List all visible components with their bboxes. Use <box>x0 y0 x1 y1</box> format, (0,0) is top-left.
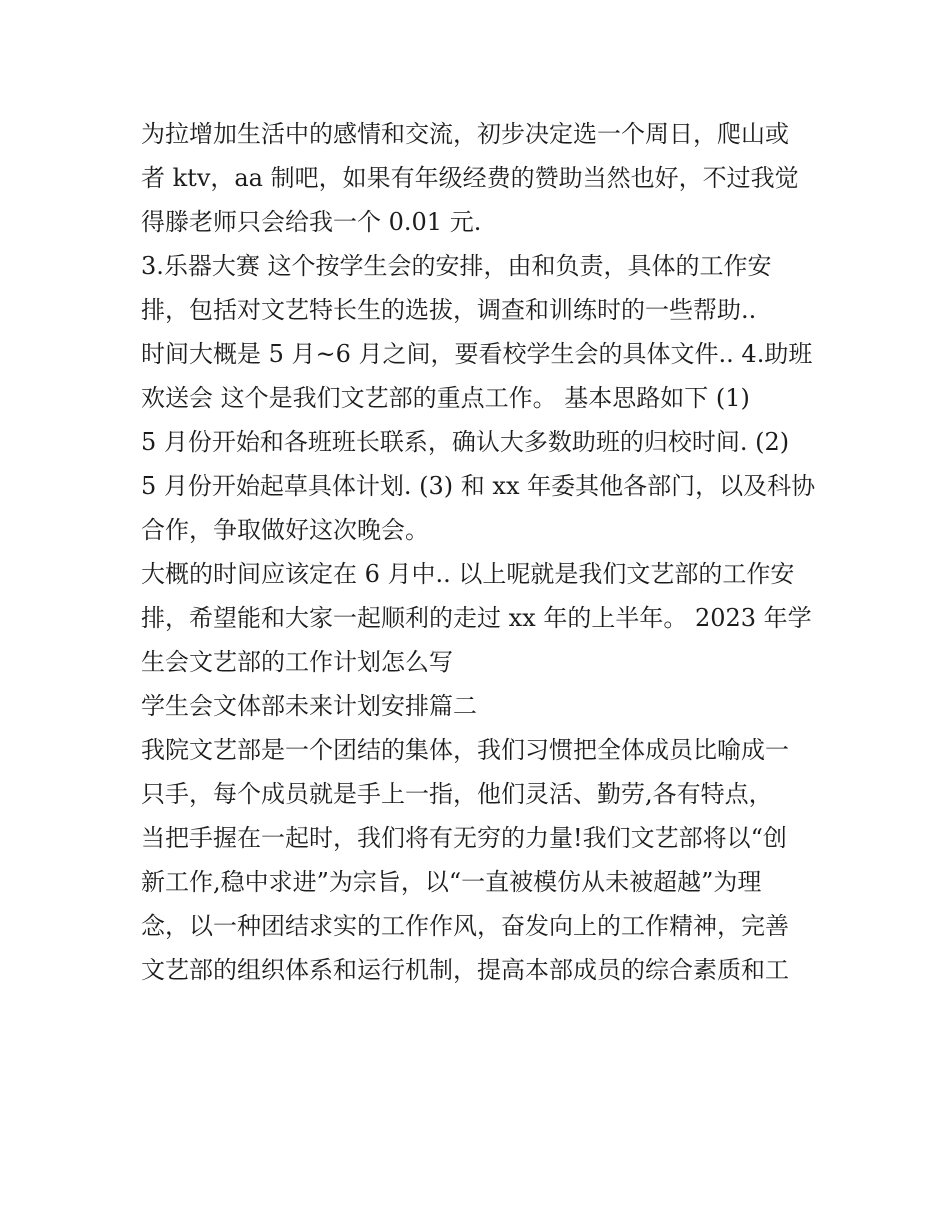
text-line: 排，包括对文艺特长生的选拔，调查和训练时的一些帮助.. <box>141 296 757 324</box>
text-line: 只手，每个成员就是手上一指，他们灵活、勤劳,各有特点， <box>141 780 773 808</box>
text-line: 生会文艺部的工作计划怎么写 <box>141 648 453 676</box>
document-body <box>141 112 821 992</box>
text-line: 5 月份开始和各班班长联系，确认大多数助班的归校时间. (2) <box>141 428 790 456</box>
text-line: 文艺部的组织体系和运行机制，提高本部成员的综合素质和工 <box>141 956 789 984</box>
text-line: 大概的时间应该定在 6 月中.. 以上呢就是我们文艺部的工作安 <box>141 560 795 588</box>
text-line: 欢送会 这个是我们文艺部的重点工作。 基本思路如下 (1) <box>141 384 750 412</box>
text-line: 我院文艺部是一个团结的集体，我们习惯把全体成员比喻成一 <box>141 736 789 764</box>
text-line: 5 月份开始起草具体计划. (3) 和 xx 年委其他各部门，以及科协 <box>141 472 816 500</box>
text-line: 得滕老师只会给我一个 0.01 元. <box>141 208 482 236</box>
text-line: 排，希望能和大家一起顺利的走过 xx 年的上半年。 2023 年学 <box>141 604 812 632</box>
section-heading: 学生会文体部未来计划安排篇二 <box>141 692 477 720</box>
text-line: 者 ktv，aa 制吧，如果有年级经费的赞助当然也好，不过我觉 <box>141 164 799 192</box>
text-line: 当把手握在一起时，我们将有无穷的力量!我们文艺部将以“创 <box>141 824 787 852</box>
text-line: 合作，争取做好这次晚会。 <box>141 516 429 544</box>
text-line: 念，以一种团结求实的工作作风，奋发向上的工作精神，完善 <box>141 912 789 940</box>
text-line: 为拉增加生活中的感情和交流，初步决定选一个周日，爬山或 <box>141 120 789 148</box>
text-line: 新工作,稳中求进”为宗旨，以“一直被模仿从未被超越”为理 <box>141 868 762 896</box>
text-line: 时间大概是 5 月~6 月之间，要看校学生会的具体文件.. 4.助班 <box>141 340 813 368</box>
text-line: 3.乐器大赛 这个按学生会的安排，由和负责，具体的工作安 <box>141 252 772 280</box>
